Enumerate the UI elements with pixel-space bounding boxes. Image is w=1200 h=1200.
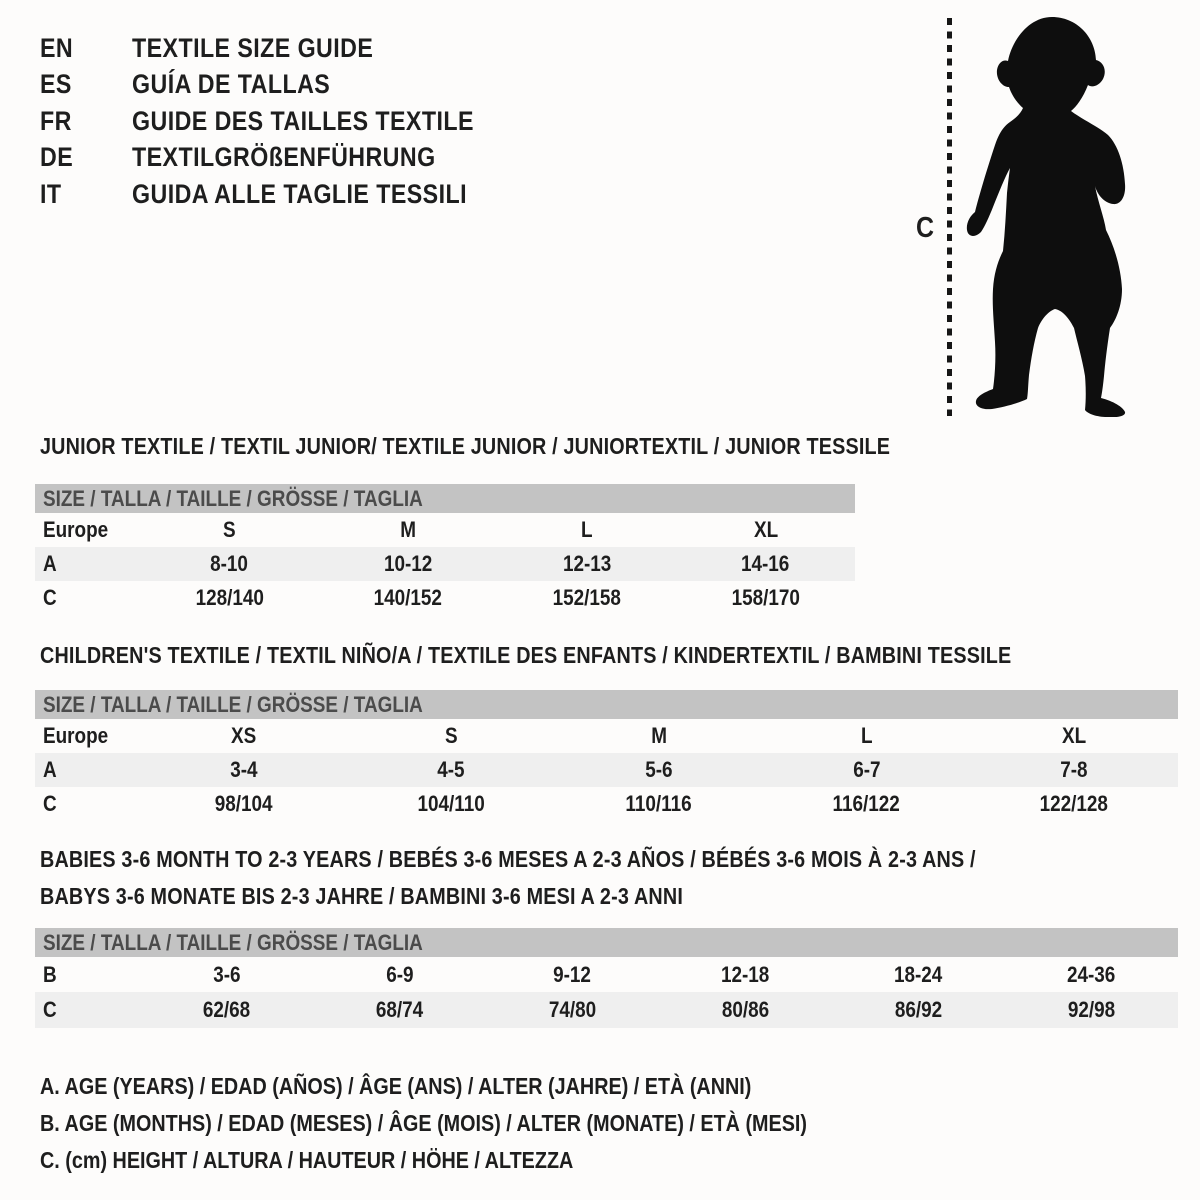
age-cell: 14-16 — [741, 551, 790, 576]
age-cell: 18-24 — [894, 961, 943, 987]
section-title-junior: JUNIOR TEXTILE / TEXTIL JUNIOR/ TEXTILE JUNIOR / JUNIORTEXTIL / JUNIOR TESSILE — [40, 433, 891, 459]
language-code: IT — [40, 178, 62, 209]
language-code: ES — [40, 69, 72, 100]
row-label: C — [43, 997, 57, 1022]
table-header-label: SIZE / TALLA / TAILLE / GRÖSSE / TAGLIA — [43, 929, 423, 955]
height-cell: 92/98 — [1067, 997, 1116, 1022]
section-title-children: CHILDREN'S TEXTILE / TEXTIL NIÑO/A / TEXTILE DES ENFANTS / KINDERTEXTIL / BAMBINI TESSILE — [40, 642, 1012, 668]
size-cell: M — [400, 517, 416, 542]
age-cell: 4-5 — [437, 757, 466, 782]
height-measure-line — [947, 18, 952, 416]
row-label: A — [43, 757, 57, 782]
language-title: GUÍA DE TALLAS — [132, 69, 331, 100]
size-cell: M — [651, 723, 667, 748]
size-cell: XL — [1062, 723, 1087, 748]
language-title: TEXTILGRÖßENFÜHRUNG — [132, 142, 436, 173]
size-cell: S — [223, 517, 236, 542]
table-row-height-cm — [35, 992, 1178, 1028]
section-title-babies-line1: BABIES 3-6 MONTH TO 2-3 YEARS / BEBÉS 3-6 MESES A 2-3 AÑOS / BÉBÉS 3-6 MOIS À 2-3 ANS / — [40, 846, 976, 872]
height-cell: 122/128 — [1039, 791, 1109, 816]
table-header — [35, 690, 1178, 719]
toddler-silhouette-icon — [963, 17, 1140, 417]
table-header-label: SIZE / TALLA / TAILLE / GRÖSSE / TAGLIA — [43, 485, 423, 511]
table-row-europe — [35, 719, 1178, 753]
age-cell: 6-9 — [385, 961, 414, 987]
language-row-en — [40, 30, 530, 67]
measure-legend — [40, 1068, 932, 1179]
table-row-europe — [35, 513, 855, 547]
legend-age-months: B. AGE (MONTHS) / EDAD (MESES) / ÂGE (MOIS) / ALTER (MONATE) / ETÀ (MESI) — [40, 1110, 807, 1136]
row-label: C — [43, 791, 57, 816]
height-cell: 80/86 — [721, 997, 770, 1022]
language-row-it — [40, 176, 530, 213]
height-cell: 98/104 — [214, 791, 273, 816]
row-label: B — [43, 961, 57, 987]
size-cell: XS — [231, 723, 257, 748]
babies-size-table — [35, 928, 1178, 1028]
legend-age-years: A. AGE (YEARS) / EDAD (AÑOS) / ÂGE (ANS) / ALTER (JAHRE) / ETÀ (ANNI) — [40, 1073, 752, 1099]
age-cell: 12-13 — [562, 551, 612, 576]
height-figure — [900, 0, 1180, 430]
age-cell: 7-8 — [1060, 757, 1088, 782]
height-cell: 140/152 — [373, 585, 443, 610]
language-title: GUIDE DES TAILLES TEXTILE — [132, 105, 474, 136]
height-cell: 158/170 — [731, 585, 800, 610]
age-cell: 12-18 — [721, 961, 770, 987]
row-label: A — [43, 551, 57, 576]
section-title-babies-line2: BABYS 3-6 MONATE BIS 2-3 JAHRE / BAMBINI 3-6 MESI A 2-3 ANNI — [40, 883, 684, 909]
children-size-table — [35, 690, 1178, 821]
size-cell: S — [445, 723, 458, 748]
language-row-fr — [40, 103, 530, 140]
table-header-label: SIZE / TALLA / TAILLE / GRÖSSE / TAGLIA — [43, 691, 423, 717]
language-title: GUIDA ALLE TAGLIE TESSILI — [132, 178, 467, 209]
legend-height-cm: C. (cm) HEIGHT / ALTURA / HAUTEUR / HÖHE / ALTEZZA — [40, 1147, 574, 1173]
table-header — [35, 484, 855, 513]
height-cell: 116/122 — [832, 791, 901, 816]
table-row-age-years — [35, 547, 855, 581]
table-header — [35, 928, 1178, 957]
table-row-height-cm — [35, 581, 855, 615]
height-cell: 110/116 — [625, 791, 693, 816]
age-cell: 5-6 — [645, 757, 673, 782]
language-row-es — [40, 67, 530, 104]
height-cell: 104/110 — [417, 791, 486, 816]
junior-size-table — [35, 484, 855, 615]
language-row-de — [40, 140, 530, 177]
age-cell: 3-4 — [230, 757, 258, 782]
height-cell: 74/80 — [548, 997, 597, 1022]
language-title: TEXTILE SIZE GUIDE — [132, 32, 374, 63]
row-label: Europe — [43, 517, 109, 542]
age-cell: 9-12 — [553, 961, 592, 987]
age-cell: 3-6 — [212, 961, 241, 987]
height-cell: 62/68 — [202, 997, 251, 1022]
height-cell: 86/92 — [894, 997, 943, 1022]
size-cell: L — [860, 723, 873, 748]
table-row-age-years — [35, 753, 1178, 787]
language-title-list — [40, 30, 530, 213]
height-cell: 68/74 — [375, 997, 424, 1022]
age-cell: 8-10 — [210, 551, 249, 576]
language-code: FR — [40, 105, 72, 136]
height-cell: 128/140 — [195, 585, 264, 610]
table-row-height-cm — [35, 787, 1178, 821]
row-label: C — [43, 585, 57, 610]
row-label: Europe — [43, 723, 109, 748]
age-cell: 24-36 — [1067, 961, 1116, 987]
height-measure-label: C — [916, 212, 935, 244]
age-cell: 6-7 — [852, 757, 881, 782]
table-row-age-months — [35, 957, 1178, 992]
age-cell: 10-12 — [383, 551, 433, 576]
language-code: EN — [40, 32, 74, 63]
size-cell: XL — [753, 517, 778, 542]
size-cell: L — [581, 517, 593, 542]
height-cell: 152/158 — [552, 585, 622, 610]
language-code: DE — [40, 142, 74, 173]
